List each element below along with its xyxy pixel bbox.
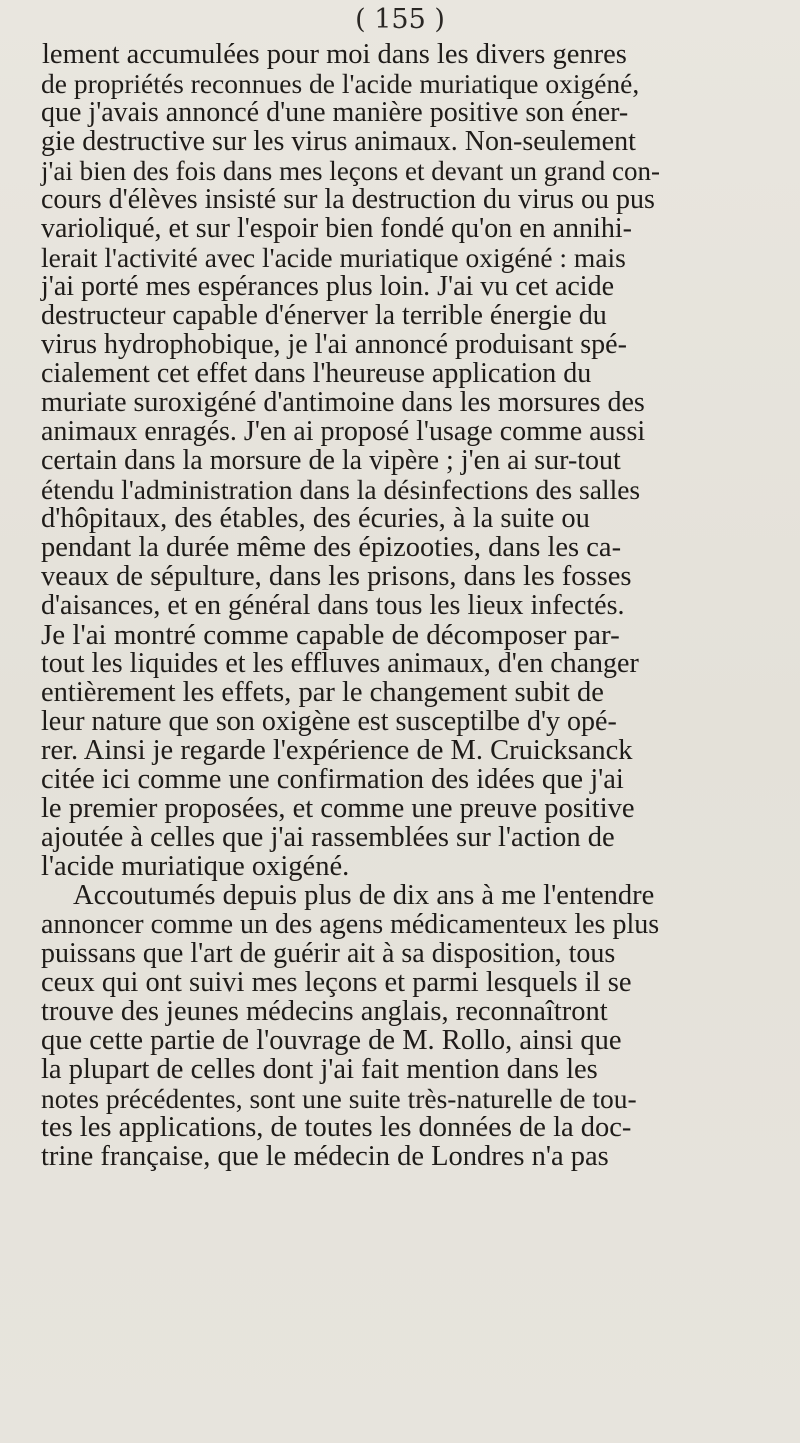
text-line: Je l'ai montré comme capable de décomposer par- — [41, 619, 620, 651]
text-line: étendu l'administration dans la désinfections des salles — [41, 474, 641, 505]
text-line: annoncer comme un des agens médicamenteux les plus — [41, 909, 660, 940]
text-line: j'ai porté mes espérances plus loin. J'ai vu cet acide — [41, 271, 615, 302]
text-line: ceux qui ont suivi mes leçons et parmi lesquels il se — [41, 967, 632, 998]
text-line: cours d'élèves insisté sur la destruction du virus ou pus — [41, 184, 655, 215]
text-line: de propriétés reconnues de l'acide muriatique oxigéné, — [41, 68, 640, 99]
text-line: veaux de sépulture, dans les prisons, dans les fosses — [41, 561, 632, 592]
text-line: trouve des jeunes médecins anglais, reconnaîtront — [41, 996, 608, 1027]
text-line: virus hydrophobique, je l'ai annoncé produisant spé- — [41, 329, 627, 360]
text-line: gie destructive sur les virus animaux. Non-seulement — [41, 126, 636, 157]
text-line: animaux enragés. J'en ai proposé l'usage comme aussi — [41, 416, 646, 447]
text-line: d'aisances, et en général dans tous les lieux infectés. — [41, 590, 625, 621]
text-line: d'hôpitaux, des étables, des écuries, à la suite ou — [41, 503, 590, 534]
text-line: tout les liquides et les effluves animaux, d'en changer — [41, 648, 639, 679]
text-line: j'ai bien des fois dans mes leçons et devant un grand con- — [41, 156, 660, 186]
text-line: la plupart de celles dont j'ai fait mention dans les — [41, 1054, 598, 1085]
text-line: rer. Ainsi je regarde l'expérience de M. Cruicksanck — [41, 735, 633, 766]
text-line: notes précédentes, sont une suite très-naturelle de tou- — [41, 1083, 637, 1114]
text-line: ajoutée à celles que j'ai rassemblées sur l'action de — [41, 822, 615, 853]
text-line: puissans que l'art de guérir ait à sa disposition, tous — [41, 938, 616, 969]
text-line: cialement cet effet dans l'heureuse application du — [41, 358, 592, 389]
page-number: ( 155 ) — [355, 4, 445, 35]
text-line: varioliqué, et sur l'espoir bien fondé qu'on en annihi- — [41, 213, 632, 244]
text-line: lement accumulées pour moi dans les divers genres — [42, 39, 627, 70]
text-line: que j'avais annoncé d'une manière positive son éner- — [41, 97, 629, 128]
text-line: entièrement les effets, par le changement subit de — [41, 677, 604, 708]
text-line: pendant la durée même des épizooties, dans les ca- — [41, 532, 622, 563]
text-line: muriate suroxigéné d'antimoine dans les morsures des — [41, 387, 645, 418]
text-line: destructeur capable d'énerver la terrible énergie du — [41, 300, 607, 331]
text-line: citée ici comme une confirmation des idées que j'ai — [41, 764, 624, 795]
text-line: le premier proposées, et comme une preuve positive — [41, 793, 635, 824]
text-line: que cette partie de l'ouvrage de M. Rollo, ainsi que — [41, 1025, 622, 1056]
text-line: Accoutumés depuis plus de dix ans à me l'entendre — [73, 880, 655, 911]
text-line: leur nature que son oxigène est susceptilbe d'y opé- — [41, 706, 617, 737]
text-line: lerait l'activité avec l'acide muriatique oxigéné : mais — [41, 242, 626, 273]
text-line: l'acide muriatique oxigéné. — [41, 851, 350, 882]
text-line: trine française, que le médecin de Londres n'a pas — [41, 1141, 609, 1172]
text-line: tes les applications, de toutes les données de la doc- — [41, 1112, 632, 1143]
text-line: certain dans la morsure de la vipère ; j'en ai sur-tout — [41, 445, 621, 476]
